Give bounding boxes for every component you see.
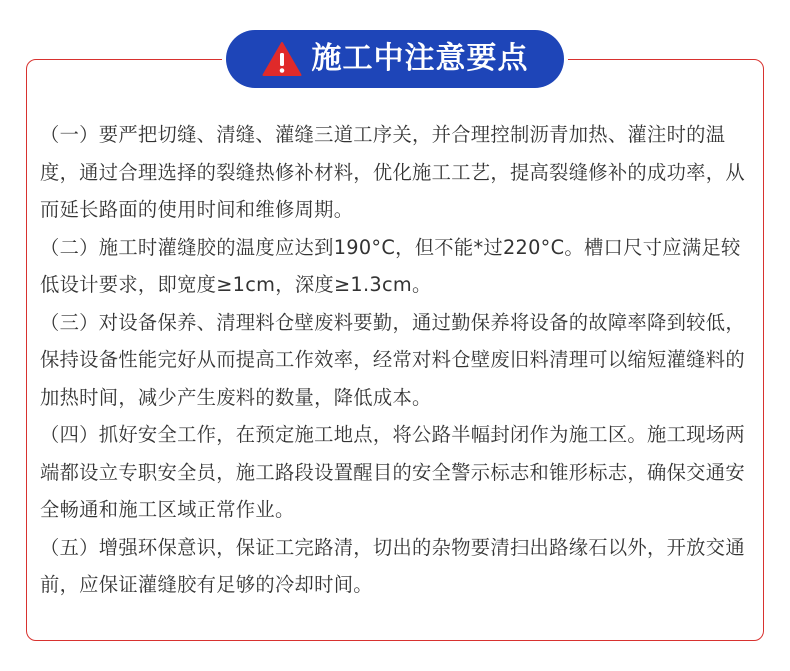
note-paragraph-5: （五）增强环保意识，保证工完路清，切出的杂物要清扫出路缘石以外，开放交通前，应保证灌缝胶有足够的冷却时间。	[40, 535, 745, 596]
note-paragraph-3: （三）对设备保养、清理料仓壁废料要勤，通过勤保养将设备的故障率降到较低，保持设备性能完好从而提高工作效率，经常对料仓壁废旧料清理可以缩短灌缝料的加热时间，减少产生废料的数量，降低成本。	[40, 310, 745, 409]
page-title: 施工中注意要点	[311, 41, 529, 76]
note-paragraph-2: （二）施工时灌缝胶的温度应达到190°C，但不能*过220°C。槽口尺寸应满足较低设计要求，即宽度≥1cm，深度≥1.3cm。	[40, 235, 741, 296]
warning-icon	[262, 41, 302, 77]
title-banner	[226, 30, 564, 88]
notes-body	[40, 116, 756, 604]
note-paragraph-1: （一）要严把切缝、清缝、灌缝三道工序关，并合理控制沥青加热、灌注时的温度，通过合理选择的裂缝热修补材料，优化施工工艺，提高裂缝修补的成功率，从而延长路面的使用时间和维修周期。	[40, 123, 745, 221]
note-paragraph-4: （四）抓好安全工作，在预定施工地点，将公路半幅封闭作为施工区。施工现场两端都设立专职安全员，施工路段设置醒目的安全警示标志和锥形标志，确保交通安全畅通和施工区域正常作业。	[40, 423, 745, 521]
